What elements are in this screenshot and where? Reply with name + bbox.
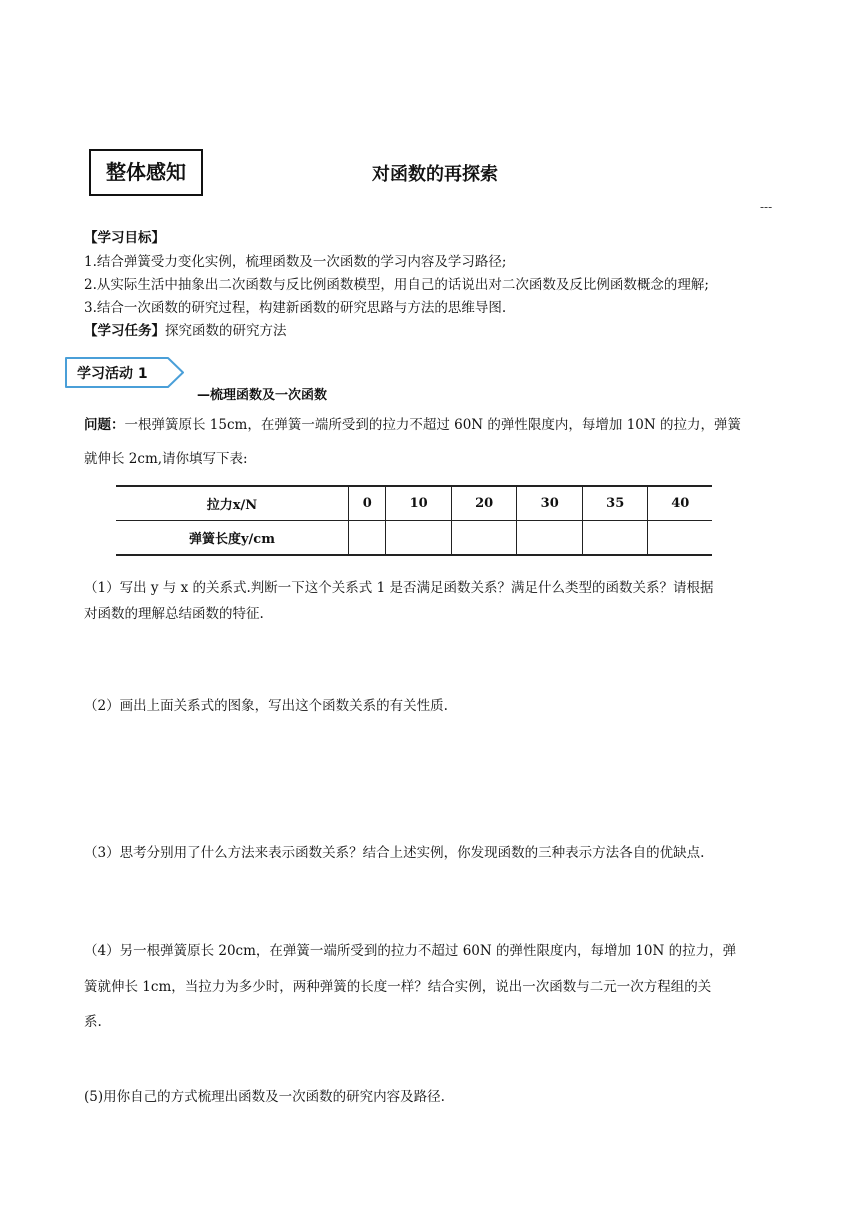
- table-row: [116, 486, 712, 521]
- table-blank-cell[interactable]: [648, 521, 712, 556]
- table-blank-cell[interactable]: [517, 521, 583, 556]
- question-4-line-3: 系.: [84, 1014, 102, 1030]
- table-cell: 40: [648, 486, 712, 521]
- task-line: [84, 319, 287, 339]
- activity-tag-label: 学习活动 1: [77, 366, 148, 382]
- problem-line-1: [84, 413, 741, 433]
- objectives-heading: 【学习目标】: [84, 230, 165, 246]
- question-4-line-2: 簧就伸长 1cm，当拉力为多少时，两种弹簧的长度一样？结合实例，说出一次函数与二元一次方程组的关: [84, 979, 712, 995]
- objective-item-2: 2.从实际生活中抽象出二次函数与反比例函数模型，用自己的话说出对二次函数及反比例函数概念的理解;: [84, 277, 709, 293]
- table-cell: 10: [386, 486, 452, 521]
- table-header-force: 拉力x/N: [116, 486, 349, 521]
- table-header-length: 弹簧长度y/cm: [116, 521, 349, 556]
- section-box-title: 整体感知: [89, 149, 203, 196]
- activity-subtitle: —梳理函数及一次函数: [197, 388, 328, 403]
- table-blank-cell[interactable]: [349, 521, 386, 556]
- page-title: 对函数的再探索: [372, 164, 498, 185]
- table-blank-cell[interactable]: [386, 521, 452, 556]
- data-table: [116, 485, 712, 556]
- question-1-line-1: （1）写出 y 与 x 的关系式.判断一下这个关系式 1 是否满足函数关系？满足什么类型的函数关系？请根据: [84, 580, 714, 596]
- table-cell: 0: [349, 486, 386, 521]
- activity-tag: [64, 356, 184, 387]
- question-5: (5)用你自己的方式梳理出函数及一次函数的研究内容及路径.: [84, 1089, 445, 1105]
- table-blank-cell[interactable]: [582, 521, 648, 556]
- question-3: （3）思考分别用了什么方法来表示函数关系？结合上述实例，你发现函数的三种表示方法各自的优缺点.: [84, 845, 705, 861]
- problem-label: 问题：: [84, 417, 125, 433]
- objective-item-1: 1.结合弹簧受力变化实例，梳理函数及一次函数的学习内容及学习路径;: [84, 254, 507, 270]
- objective-item-3: 3.结合一次函数的研究过程，构建新函数的研究思路与方法的思维导图.: [84, 300, 507, 316]
- separator-dashes: ---: [760, 200, 773, 214]
- problem-line-2: 就伸长 2cm,请你填写下表:: [84, 451, 248, 467]
- problem-text-1: 一根弹簧原长 15cm，在弹簧一端所受到的拉力不超过 60N 的弹性限度内，每增加 10N 的拉力，弹簧: [124, 417, 741, 433]
- table-cell: 30: [517, 486, 583, 521]
- table-row: [116, 521, 712, 556]
- table-blank-cell[interactable]: [451, 521, 517, 556]
- task-text: 探究函数的研究方法: [165, 323, 287, 339]
- task-heading: 【学习任务】: [84, 323, 165, 339]
- question-1-line-2: 对函数的理解总结函数的特征.: [84, 606, 264, 622]
- table-cell: 35: [582, 486, 648, 521]
- table-cell: 20: [451, 486, 517, 521]
- question-4-line-1: （4）另一根弹簧原长 20cm，在弹簧一端所受到的拉力不超过 60N 的弹性限度内，每增加 10N 的拉力，弹: [84, 943, 737, 959]
- question-2: （2）画出上面关系式的图象，写出这个函数关系的有关性质.: [84, 698, 448, 714]
